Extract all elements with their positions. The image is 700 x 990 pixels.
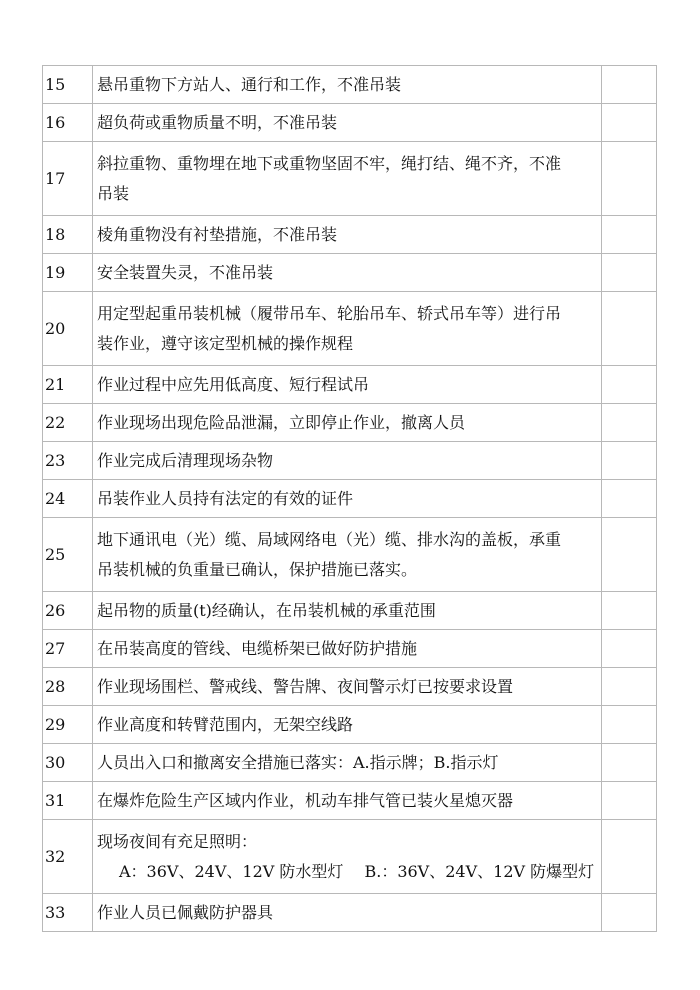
description-line: 吊装 [97, 183, 130, 203]
item-description [93, 292, 602, 366]
item-number: 20 [43, 292, 93, 366]
checklist-row [43, 706, 657, 744]
item-number: 27 [43, 630, 93, 668]
description-line: 超负荷或重物质量不明，不准吊装 [97, 112, 338, 132]
description-line: 安全装置失灵，不准吊装 [97, 262, 274, 282]
item-description [93, 366, 602, 404]
description-line: 吊装作业人员持有法定的有效的证件 [97, 488, 354, 508]
item-description [93, 104, 602, 142]
item-number: 15 [43, 66, 93, 104]
description-line: 棱角重物没有衬垫措施，不准吊装 [97, 224, 338, 244]
item-description [93, 592, 602, 630]
checklist-row [43, 366, 657, 404]
confirmation-cell[interactable] [602, 592, 657, 630]
safety-checklist-table [42, 65, 657, 932]
item-description [93, 820, 602, 894]
item-number: 22 [43, 404, 93, 442]
confirmation-cell[interactable] [602, 292, 657, 366]
description-line: 地下通讯电（光）缆、局域网络电（光）缆、排水沟的盖板，承重 [97, 529, 562, 549]
checklist-row [43, 668, 657, 706]
item-number: 25 [43, 518, 93, 592]
item-number: 18 [43, 216, 93, 254]
item-description [93, 216, 602, 254]
checklist-row [43, 104, 657, 142]
item-number: 16 [43, 104, 93, 142]
item-number: 17 [43, 142, 93, 216]
confirmation-cell[interactable] [602, 518, 657, 592]
item-number: 21 [43, 366, 93, 404]
item-number: 28 [43, 668, 93, 706]
item-description [93, 706, 602, 744]
checklist-row [43, 744, 657, 782]
checklist-row [43, 442, 657, 480]
checklist-row [43, 254, 657, 292]
checklist-row [43, 292, 657, 366]
description-line: 在吊装高度的管线、电缆桥架已做好防护措施 [97, 638, 418, 658]
item-description [93, 518, 602, 592]
description-line: 现场夜间有充足照明： [97, 831, 258, 851]
confirmation-cell[interactable] [602, 442, 657, 480]
item-description [93, 744, 602, 782]
checklist-row [43, 518, 657, 592]
description-line: 作业高度和转臂范围内，无架空线路 [97, 714, 354, 734]
confirmation-cell[interactable] [602, 66, 657, 104]
checklist-row [43, 142, 657, 216]
description-line: 斜拉重物、重物埋在地下或重物坚固不牢，绳打结、绳不齐，不准 [97, 153, 562, 173]
description-line: A：36V、24V、12V 防水型灯 B.：36V、24V、12V 防爆型灯 [119, 861, 595, 881]
item-description [93, 894, 602, 932]
item-description [93, 630, 602, 668]
description-line: 吊装机械的负重量已确认，保护措施已落实。 [97, 559, 418, 579]
item-number: 31 [43, 782, 93, 820]
item-number: 23 [43, 442, 93, 480]
item-description [93, 442, 602, 480]
item-description [93, 254, 602, 292]
item-number: 26 [43, 592, 93, 630]
confirmation-cell[interactable] [602, 782, 657, 820]
item-number: 19 [43, 254, 93, 292]
item-description [93, 404, 602, 442]
item-description [93, 782, 602, 820]
item-number: 32 [43, 820, 93, 894]
confirmation-cell[interactable] [602, 820, 657, 894]
confirmation-cell[interactable] [602, 668, 657, 706]
confirmation-cell[interactable] [602, 744, 657, 782]
item-number: 24 [43, 480, 93, 518]
confirmation-cell[interactable] [602, 480, 657, 518]
checklist-row [43, 66, 657, 104]
checklist-row [43, 480, 657, 518]
description-line: 起吊物的质量(t)经确认，在吊装机械的承重范围 [97, 600, 436, 620]
confirmation-cell[interactable] [602, 254, 657, 292]
description-line: 作业完成后清理现场杂物 [97, 450, 274, 470]
description-line: 作业现场围栏、警戒线、警告牌、夜间警示灯已按要求设置 [97, 676, 514, 696]
description-line: 人员出入口和撤离安全措施已落实：A.指示牌；B.指示灯 [97, 752, 499, 772]
confirmation-cell[interactable] [602, 404, 657, 442]
description-line: 装作业，遵守该定型机械的操作规程 [97, 333, 354, 353]
checklist-row [43, 782, 657, 820]
item-description [93, 480, 602, 518]
confirmation-cell[interactable] [602, 894, 657, 932]
confirmation-cell[interactable] [602, 142, 657, 216]
item-number: 29 [43, 706, 93, 744]
confirmation-cell[interactable] [602, 630, 657, 668]
description-line: 悬吊重物下方站人、通行和工作，不准吊装 [97, 74, 402, 94]
checklist-row [43, 216, 657, 254]
description-line: 在爆炸危险生产区域内作业，机动车排气管已装火星熄灭器 [97, 790, 514, 810]
description-line: 作业人员已佩戴防护器具 [97, 902, 274, 922]
description-line: 作业过程中应先用低高度、短行程试吊 [97, 374, 370, 394]
checklist-row [43, 820, 657, 894]
item-number: 30 [43, 744, 93, 782]
item-description [93, 142, 602, 216]
confirmation-cell[interactable] [602, 216, 657, 254]
checklist-body [43, 66, 657, 932]
checklist-row [43, 404, 657, 442]
item-description [93, 668, 602, 706]
checklist-row [43, 894, 657, 932]
description-line: 作业现场出现危险品泄漏，立即停止作业，撤离人员 [97, 412, 466, 432]
item-number: 33 [43, 894, 93, 932]
confirmation-cell[interactable] [602, 706, 657, 744]
confirmation-cell[interactable] [602, 104, 657, 142]
confirmation-cell[interactable] [602, 366, 657, 404]
checklist-row [43, 592, 657, 630]
description-line: 用定型起重吊装机械（履带吊车、轮胎吊车、轿式吊车等）进行吊 [97, 303, 562, 323]
checklist-row [43, 630, 657, 668]
item-description [93, 66, 602, 104]
